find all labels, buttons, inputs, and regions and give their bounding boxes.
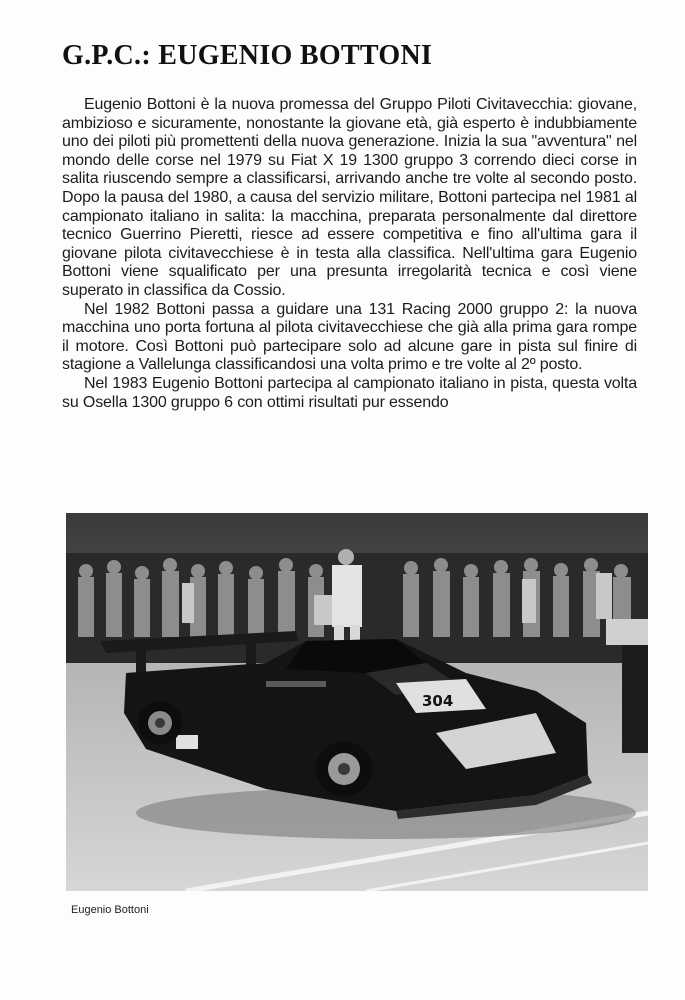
article-paragraph-3: Nel 1983 Eugenio Bottoni partecipa al campionato italiano in pista, questa volta su Osella 1300 gruppo 6 con ottimi risultati pur essendo [62,374,637,411]
photo-caption: Eugenio Bottoni [71,904,149,916]
article-body [62,96,637,412]
photo-illustration [66,513,648,891]
article-paragraph-1: Eugenio Bottoni è la nuova promessa del Gruppo Piloti Civitavecchia: giovane, ambizioso e sicuramente, nonostante la giovane età, già esperto è indubbiamente uno dei piloti più promettenti della nuova generazione. Inizia la sua "avventura" nel mondo delle corse nel 1979 su Fiat X 19 1300 gruppo 3 correndo dieci corse in salita riuscendo sempre a classificarsi, arrivando anche tre volte al secondo posto. Dopo la pausa del 1980, a causa del servizio militare, Bottoni partecipa nel 1981 al campionato italiano in salita: la macchina, preparata personalmente dal direttore tecnico Guerrino Pieretti, riesce ad essere competitiva e fino all'ultima gara il giovane pilota civitavecchiese è in testa alla classifica. Nell'ultima gara Eugenio Bottoni viene squalificato per una presunta irregolarità tecnica e così viene superato in classifica da Cossio. [62,96,637,299]
car-number: 304 [422,692,454,710]
article-title: G.P.C.: EUGENIO BOTTONI [62,40,433,71]
article-paragraph-2: Nel 1982 Bottoni passa a guidare una 131 Racing 2000 gruppo 2: la nuova macchina uno porta fortuna al pilota civitavecchiese che già alla prima gara rompe il motore. Così Bottoni può partecipare solo ad alcune gare in pista sul finire di stagione a Vallelunga classificandosi una volta primo e tre volte al 2º posto. [62,300,637,374]
race-car-photo [66,513,648,891]
